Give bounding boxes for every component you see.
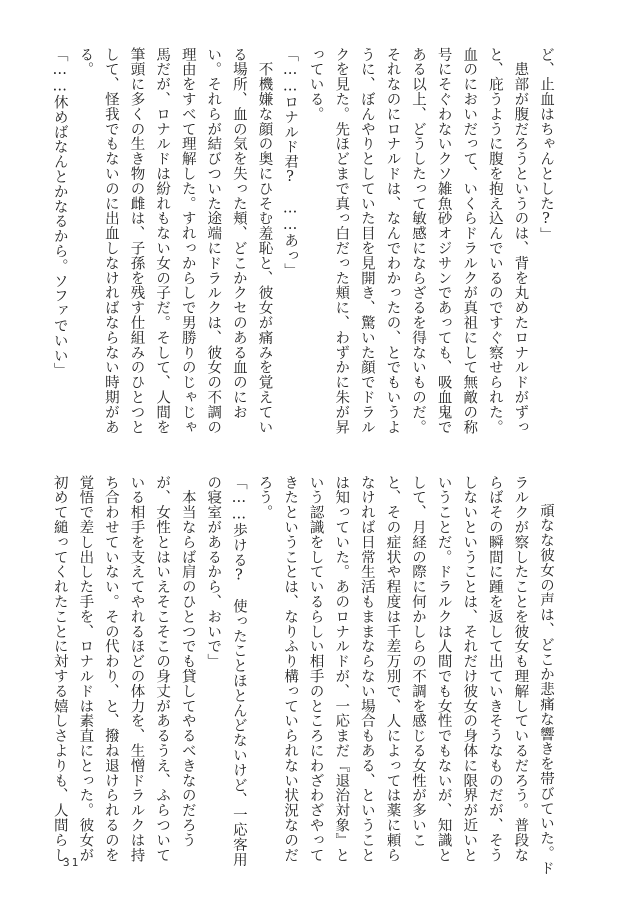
text-line: 頑なな彼女の声は、どこか悲痛な響きを帯びていた。ド: [538, 503, 554, 876]
text-line: なければ日常生活もままならない場合もある、ということ: [358, 475, 375, 863]
text-line: 号にそぐわないクソ雑魚砂オジサンであっても、吸血鬼で: [435, 47, 452, 435]
text-block-top: [46, 47, 558, 435]
text-line: 患部が腹だろうというのは、背を丸めたロナルドがずっ: [512, 47, 529, 435]
text-line: っている。: [307, 47, 324, 122]
text-line: 「……ロナルド君? ……あっ」: [282, 47, 299, 278]
text-line: の寝室があるから、おいで」: [205, 475, 222, 669]
text-line: と、その症状や程度は千差万別で、人によっては薬に頼ら: [384, 475, 401, 863]
text-line: る。: [77, 47, 94, 77]
text-line: 覚悟で差し出した手を、ロナルドは素直にとった。彼女が: [77, 475, 94, 863]
text-line: 「……休めばなんとかなるから。ソファでいい」: [51, 47, 68, 378]
text-line: して、怪我でもないのに出血しなければならない時期があ: [102, 47, 119, 435]
text-line: い。それらが結びついた途端にドラルクは、彼女の不調の: [205, 47, 222, 435]
text-line: しないということは、それだけ彼女の身体に限界が近いと: [461, 475, 478, 863]
text-line: いる相手を支えてやれるほどの体力を、生憎ドラルクは持: [128, 475, 145, 863]
text-line: は知っていた。あのロナルドが、一応まだ『退治対象』と: [333, 475, 350, 863]
text-line: 不機嫌な顔の奥にひそむ羞恥と、彼女が痛みを覚えてい: [256, 47, 273, 435]
text-line: ラルクが察したことを彼女も理解しているだろう。普段な: [512, 475, 529, 863]
text-line: 馬だが、ロナルドは紛れもない女の子だ。そして、人間を: [154, 47, 171, 435]
text-line: きたということは、なりふり構っていられない状況なのだ: [282, 475, 299, 863]
text-line: 理由をすべて理解した。すれっからしで男勝りのじゃじゃ: [179, 47, 196, 435]
text-line: ろう。: [256, 475, 273, 520]
text-line: と、庇うように腹を抱え込んでいるのですぐ察せられた。: [486, 47, 503, 435]
text-line: うに、ぼんやりとしていた目を見開き、驚いた顔でドラル: [358, 47, 375, 435]
text-line: して、月経の際に何かしらの不調を感じる女性が多いこ: [410, 475, 427, 848]
text-line: 初めて縋ってくれたことに対する嬉しさよりも、人間らし: [51, 475, 68, 863]
text-line: ど、止血はちゃんとした?」: [538, 47, 554, 243]
text-line: ある以上、どうしたって敏感にならざるを得ないものだ。: [410, 47, 427, 435]
text-line: 「……歩ける? 使ったことほとんどないけど、一応客用: [230, 475, 247, 867]
text-line: る場所、血の気を失った頬、どこかクセのある血のにお: [230, 47, 247, 420]
text-line: らばその瞬間に踵を返して出ていきそうなものだが、そう: [486, 475, 503, 863]
page-number: 31: [63, 856, 81, 869]
text-line: 筆頭に多くの生き物の雌は、子孫を残す仕組みのひとつと: [128, 47, 145, 435]
text-line: 血のにおいだって、いくらドラルクが真祖にして無敵の称: [461, 47, 478, 435]
text-line: いう認識をしているらしい相手のところにわざわざやって: [307, 475, 324, 863]
text-line: ち合わせていない。その代わり、と、撥ね退けられるのを: [102, 475, 119, 863]
text-line: いうことだ。ドラルクは人間でも女性でもないが、知識と: [435, 475, 452, 863]
text-line: 本当ならば肩のひとつでも貸してやるべきなのだろう: [179, 475, 196, 848]
text-line: それなのにロナルドは、なんでわかったの、とでもいうよ: [384, 47, 401, 435]
text-line: が、女性とはいえそこそこの身丈があるうえ、ふらついて: [154, 475, 171, 863]
text-line: クを見た。先ほどまで真っ白だった頬に、わずかに朱が昇: [333, 47, 350, 435]
